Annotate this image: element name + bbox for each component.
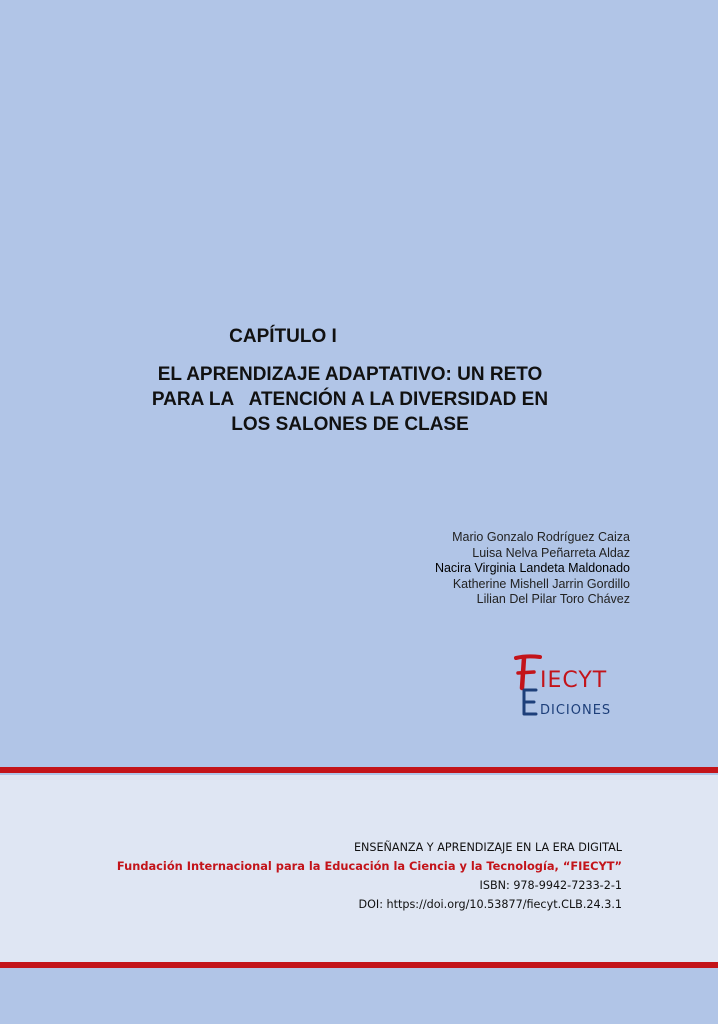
chapter-title-line: EL APRENDIZAJE ADAPTATIVO: UN RETO [157,364,543,385]
publication-info [117,838,622,914]
book-title: ENSEÑANZA Y APRENDIZAJE EN LA ERA DIGITAL [353,841,622,854]
author-name: Lilian Del Pilar Toro Chávez [476,592,630,606]
doi-link[interactable]: DOI: https://doi.org/10.53877/fiecyt.CLB.24.3.1 [358,898,622,911]
bottom-strip [0,968,718,1024]
chapter-title-line: PARA LA ATENCIÓN A LA DIVERSIDAD EN [151,389,549,410]
isbn: ISBN: 978-9942-7233-2-1 [479,879,622,892]
fiecyt-ediciones-logo [510,654,630,718]
chapter-title [90,362,610,437]
svg-text:IECYT: IECYT [540,668,608,693]
author-name: Nacira Virginia Landeta Maldonado [434,561,630,575]
top-divider-line [0,767,718,773]
chapter-label: CAPÍTULO I [229,326,337,347]
svg-text:DICIONES: DICIONES [540,703,612,718]
author-name: Mario Gonzalo Rodríguez Caiza [452,530,630,544]
foundation-name: Fundación Internacional para la Educación la Ciencia y la Tecnología, “FIECYT” [116,859,622,873]
chapter-title-line: LOS SALONES DE CLASE [231,414,469,435]
author-list [435,530,630,608]
author-name: Luisa Nelva Peñarreta Aldaz [472,545,630,560]
author-name: Katherine Mishell Jarrin Gordillo [452,576,630,591]
